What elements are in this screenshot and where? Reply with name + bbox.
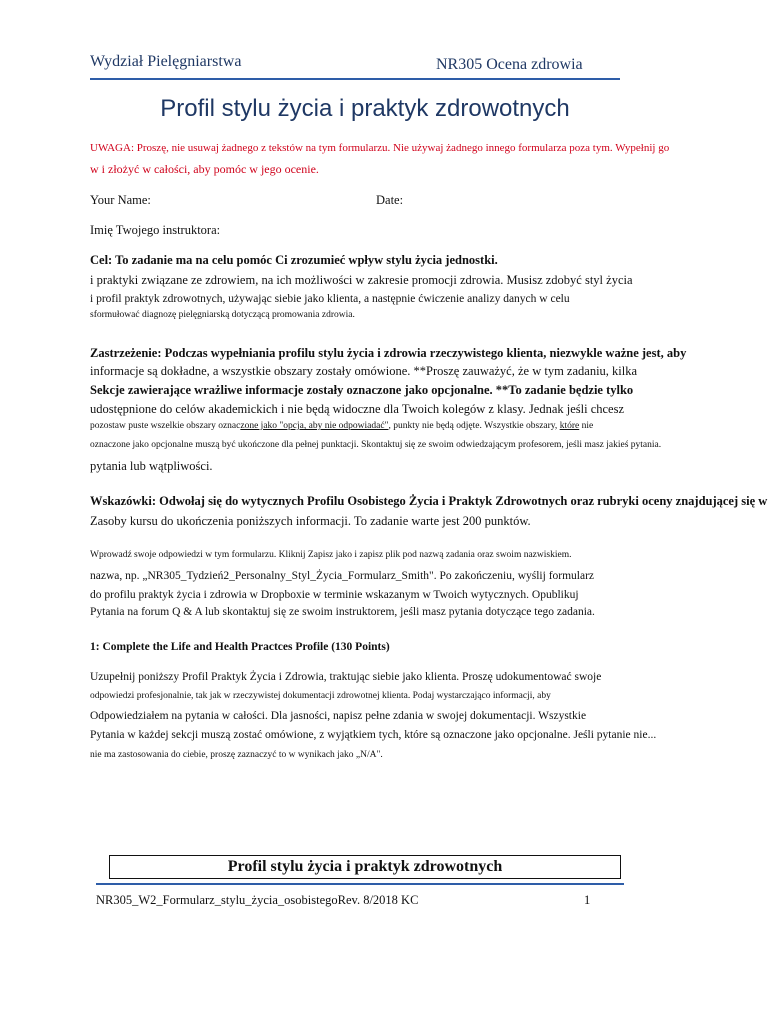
instructions-line-3: do profilu praktyk życia i zdrowia w Dropboxie w terminie wskazanym w Twoich wytycznych. Opublikuj — [90, 589, 579, 601]
page-number: 1 — [584, 893, 591, 907]
department-name: Wydział Pielęgniarstwa — [90, 53, 242, 70]
instructions-line-2: nazwa, np. „NR305_Tydzień2_Personalny_Styl_Życia_Formularz_Smith". Po zakończeniu, wyślij formularz — [90, 570, 595, 582]
course-name: NR305 Ocena zdrowia — [436, 56, 583, 73]
disclaimer-line-2: informacje są dokładne, a wszystkie obszary zostały omówione. **Proszę zauważyć, że w tym zadaniu, kilka — [90, 364, 638, 378]
warning-line-2: w i złożyć w całości, aby pomóc w jego ocenie. — [90, 162, 319, 176]
disclaimer-line-3: Sekcje zawierające wrażliwe informacje zostały oznaczone jako opcjonalne. **To zadanie będzie tylko — [90, 383, 634, 397]
disclaimer-line-5-part-e: nie — [579, 421, 594, 431]
header-divider — [90, 78, 620, 80]
footer-filename: NR305_W2_Formularz_stylu_życia_osobistegoRev. 8/2018 KC — [96, 893, 419, 907]
goal-line-2: i praktyki związane ze zdrowiem, na ich możliwości w zakresie promocji zdrowia. Musisz zdobyć styl życia — [90, 273, 633, 287]
section-1-line-5: nie ma zastosowania do ciebie, proszę zaznaczyć to w wynikach jako „N/A". — [90, 750, 383, 760]
goal-line-4: sformułować diagnozę pielęgniarską dotyczącą promowania zdrowia. — [90, 310, 355, 320]
disclaimer-line-5-part-c: , punkty nie będą odjęte. Wszystkie obszary, — [388, 421, 560, 431]
section-1-line-3: Odpowiedziałem na pytania w całości. Dla jasności, napisz pełne zdania w swojej dokumentacji. Wszystkie — [90, 710, 587, 722]
instructions-line-1: Wprowadź swoje odpowiedzi w tym formularzu. Kliknij Zapisz jako i zapisz plik pod nazwą zadania oraz swoim nazwiskiem. — [90, 550, 572, 560]
goal-line-3: i profil praktyk zdrowotnych, używając siebie jako klienta, a następnie ćwiczenie analizy danych w celu — [90, 293, 570, 305]
your-name-label[interactable]: Your Name: — [90, 193, 151, 207]
disclaimer-line-7: pytania lub wątpliwości. — [90, 459, 213, 473]
disclaimer-line-6: oznaczone jako opcjonalne muszą być ukończone dla pełnej punktacji. Skontaktuj się ze swoim odwiedzającym profesorem, jeśli masz jakieś pytania. — [90, 440, 662, 450]
optional-phrase: zone jako "opcja, aby nie odpowiadać" — [240, 421, 389, 431]
ktore-word: które — [559, 421, 580, 431]
hints-line-1: Wskazówki: Odwołaj się do wytycznych Profilu Osobistego Życia i Praktyk Zdrowotnych oraz rubryki oceny znajdującej się w — [90, 494, 768, 508]
disclaimer-line-4: udostępnione do celów akademickich i nie będą widoczne dla Twoich kolegów z klasy. Jednak jeśli chcesz — [90, 402, 625, 416]
section-1-line-1: Uzupełnij poniższy Profil Praktyk Życia i Zdrowia, traktując siebie jako klienta. Proszę udokumentować swoje — [90, 671, 602, 683]
profile-title-box: Profil stylu życia i praktyk zdrowotnych — [109, 855, 621, 879]
disclaimer-line-5 — [90, 421, 593, 431]
section-1-line-2: odpowiedzi profesjonalnie, tak jak w rzeczywistej dokumentacji zdrowotnej klienta. Podaj wystarczająco informacji, aby — [90, 691, 551, 701]
warning-line-1: UWAGA: Proszę, nie usuwaj żadnego z tekstów na tym formularzu. Nie używaj żadnego innego formularza poza tym. Wypełnij go — [90, 142, 670, 154]
goal-line-1: Cel: To zadanie ma na celu pomóc Ci zrozumieć wpływ stylu życia jednostki. — [90, 253, 498, 267]
instructor-label[interactable]: Imię Twojego instruktora: — [90, 223, 221, 237]
disclaimer-line-5-part-a: pozostaw puste wszelkie obszary oznac — [90, 421, 241, 431]
section-1-heading: 1: Complete the Life and Health Practces Profile (130 Points) — [90, 641, 390, 653]
disclaimer-line-1: Zastrzeżenie: Podczas wypełniania profilu stylu życia i zdrowia rzeczywistego klienta, niezwykle ważne jest, aby — [90, 346, 687, 360]
hints-line-2: Zasoby kursu do ukończenia poniższych informacji. To zadanie warte jest 200 punktów. — [90, 514, 531, 528]
date-label[interactable]: Date: — [376, 193, 404, 207]
section-1-line-4: Pytania w każdej sekcji muszą zostać omówione, z wyjątkiem tych, które są oznaczone jako opcjonalne. Jeśli pytanie nie... — [90, 729, 657, 741]
instructions-line-4: Pytania na forum Q & A lub skontaktuj się ze swoim instruktorem, jeśli masz pytania dotyczące tego zadania. — [90, 606, 595, 618]
page-title: Profil stylu życia i praktyk zdrowotnych — [160, 95, 570, 122]
footer-divider — [96, 883, 624, 885]
